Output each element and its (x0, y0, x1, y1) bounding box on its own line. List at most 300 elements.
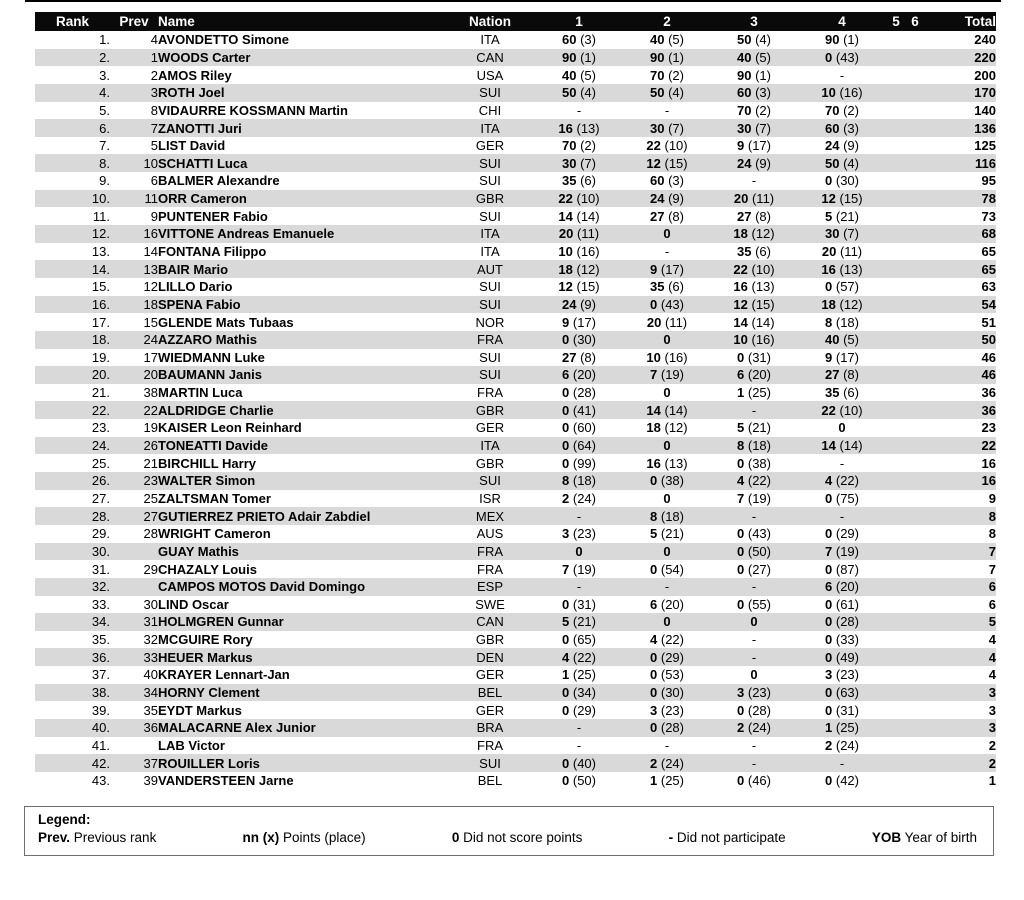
total-cell: 4 (988, 632, 996, 648)
points-cell-1: 0 (65) (562, 632, 596, 648)
table-row (35, 207, 996, 225)
points-cell-6 (905, 666, 925, 684)
nation-cell: ITA (480, 438, 500, 454)
header-cell-name: Name (158, 14, 195, 29)
prev-cell: 24 (143, 332, 158, 348)
total-cell: 9 (988, 490, 996, 506)
points-cell-2: 5 (21) (650, 526, 684, 542)
total-cell: 240 (974, 32, 996, 48)
nation-cell: GBR (475, 455, 505, 471)
rank-cell: 6. (99, 120, 110, 136)
legend-items-row (25, 827, 993, 845)
table-row (35, 596, 996, 614)
points-cell-2: 0 (663, 438, 671, 454)
points-cell-5 (887, 543, 905, 561)
total-cell: 51 (981, 314, 996, 330)
points-cell-5 (887, 366, 905, 384)
points-cell-3: 3 (23) (737, 685, 771, 701)
points-cell-6 (905, 401, 925, 419)
prev-cell: 40 (143, 667, 158, 683)
points-cell-6 (905, 437, 925, 455)
prev-cell: 14 (143, 244, 158, 259)
points-cell-2: 0 (38) (650, 473, 684, 489)
legend-term: nn (x) (242, 830, 280, 845)
points-cell-3: 7 (19) (737, 490, 771, 506)
prev-cell: 10 (143, 155, 158, 171)
points-cell-5 (887, 772, 905, 790)
name-cell: WOODS Carter (158, 49, 251, 65)
prev-cell: 21 (143, 455, 158, 471)
prev-cell: 11 (144, 191, 158, 207)
prev-cell: 12 (143, 279, 158, 295)
prev-cell (110, 578, 158, 596)
header-cell-prev: Prev (119, 14, 149, 29)
points-cell-2: 90 (1) (650, 49, 684, 65)
points-cell-5 (887, 648, 905, 666)
total-cell: 50 (981, 332, 996, 348)
table-row (35, 366, 996, 384)
points-cell-1: 3 (23) (562, 526, 596, 542)
points-cell-5 (887, 737, 905, 755)
total-cell: 136 (974, 120, 996, 136)
name-cell: AZZARO Mathis (158, 332, 257, 348)
prev-cell: 16 (143, 226, 158, 242)
total-cell: 16 (981, 473, 996, 489)
points-cell-6 (905, 84, 925, 102)
points-cell-1: 70 (2) (562, 138, 596, 154)
rank-cell: 14. (91, 261, 110, 277)
points-cell-6 (905, 349, 925, 367)
prev-cell: 26 (143, 438, 158, 454)
points-cell-5 (887, 384, 905, 402)
table-row (35, 331, 996, 349)
points-cell-2: 0 (663, 226, 671, 242)
nation-cell: SUI (479, 85, 501, 101)
header-cell-total: Total (964, 14, 996, 29)
points-cell-4: 20 (11) (821, 244, 863, 259)
points-cell-6 (905, 613, 925, 631)
rank-cell: 32. (91, 579, 110, 595)
prev-cell: 32 (143, 632, 158, 648)
points-cell-2: 0 (30) (650, 685, 684, 701)
points-cell-5 (887, 296, 905, 314)
points-cell-1: 8 (18) (562, 473, 596, 489)
rank-cell: 40. (91, 720, 110, 736)
name-cell: EYDT Markus (158, 702, 242, 718)
points-cell-2: 0 (29) (650, 649, 684, 665)
points-cell-2: 6 (20) (650, 596, 684, 612)
points-cell-5 (887, 701, 905, 719)
points-cell-4: - (839, 508, 845, 524)
nation-cell: CHI (478, 102, 502, 118)
points-cell-3: - (751, 402, 757, 418)
points-cell-4: 0 (838, 420, 846, 436)
name-cell: ZALTSMAN Tomer (158, 490, 271, 506)
points-cell-3: 0 (28) (737, 702, 771, 718)
rank-cell: 25. (91, 455, 110, 471)
total-cell: 3 (988, 702, 996, 718)
nation-cell: ITA (480, 32, 500, 48)
points-cell-5 (887, 190, 905, 208)
points-cell-1: 20 (11) (558, 226, 600, 242)
legend-desc: Did not participate (673, 830, 786, 845)
rank-cell: 12. (91, 226, 110, 242)
prev-cell: 5 (150, 138, 158, 154)
points-cell-4: 0 (75) (825, 490, 859, 506)
points-cell-6 (905, 137, 925, 155)
table-row (35, 666, 996, 684)
points-cell-3: - (751, 173, 757, 189)
points-cell-5 (887, 560, 905, 578)
points-cell-3: 16 (13) (733, 279, 775, 295)
points-cell-6 (905, 631, 925, 649)
rank-cell: 38. (91, 685, 110, 701)
points-cell-4: 12 (15) (821, 191, 863, 207)
points-cell-2: 0 (53) (650, 667, 684, 683)
points-cell-3: 6 (20) (737, 367, 771, 383)
nation-cell: DEN (476, 649, 504, 665)
points-cell-3: 18 (12) (733, 226, 775, 242)
points-cell-3: 5 (21) (737, 420, 771, 436)
nation-cell: SUI (479, 296, 501, 312)
prev-cell: 35 (143, 702, 158, 718)
points-cell-4: 27 (8) (825, 367, 859, 383)
table-row (35, 648, 996, 666)
total-cell: 68 (981, 226, 996, 242)
points-cell-6 (905, 243, 925, 261)
name-cell: PUNTENER Fabio (158, 208, 268, 224)
prev-cell: 31 (143, 614, 158, 630)
points-cell-4: 6 (20) (825, 579, 859, 595)
table-row (35, 631, 996, 649)
legend-desc: Points (place) (279, 830, 366, 845)
name-cell: WRIGHT Cameron (158, 526, 271, 542)
points-cell-5 (887, 225, 905, 243)
name-cell: LILLO Dario (158, 279, 233, 295)
points-cell-5 (887, 137, 905, 155)
nation-cell: SUI (479, 208, 501, 224)
header-cell-r3: 3 (750, 14, 758, 29)
total-cell: 16 (981, 455, 996, 471)
nation-cell: SUI (479, 349, 501, 365)
prev-cell: 30 (143, 596, 158, 612)
rank-cell: 39. (91, 702, 110, 718)
name-cell: ZANOTTI Juri (158, 120, 242, 136)
points-cell-4: 0 (30) (825, 173, 859, 189)
name-cell: AVONDETTO Simone (158, 32, 289, 48)
total-cell: 36 (981, 402, 996, 418)
total-cell: 46 (981, 367, 996, 383)
points-cell-1: 18 (12) (558, 261, 600, 277)
prev-cell: 4 (150, 32, 158, 48)
points-cell-1: 0 (50) (562, 773, 596, 789)
points-cell-4: 0 (61) (825, 596, 859, 612)
total-cell: 125 (974, 138, 996, 154)
name-cell: FONTANA Filippo (158, 244, 267, 259)
points-cell-3: 0 (38) (737, 455, 771, 471)
points-cell-6 (905, 31, 925, 49)
points-cell-1: 7 (19) (562, 561, 596, 577)
points-cell-2: 0 (663, 490, 671, 506)
nation-cell: SUI (479, 155, 501, 171)
table-row (35, 560, 996, 578)
points-cell-3: - (751, 737, 757, 753)
table-row (35, 190, 996, 208)
points-cell-2: 30 (7) (650, 120, 684, 136)
rank-cell: 3. (99, 67, 110, 83)
points-cell-1: 9 (17) (562, 314, 596, 330)
points-cell-2: 8 (18) (650, 508, 684, 524)
points-cell-2: 0 (43) (650, 296, 684, 312)
table-row (35, 260, 996, 278)
rank-cell: 10. (91, 191, 110, 207)
name-cell: SCHATTI Luca (158, 155, 248, 171)
table-row (35, 119, 996, 137)
points-cell-2: 40 (5) (650, 32, 684, 48)
name-cell: KRAYER Lennart-Jan (158, 667, 290, 683)
prev-cell: 19 (143, 420, 158, 436)
name-cell: LAB Victor (158, 737, 225, 753)
total-cell: 36 (981, 385, 996, 401)
nation-cell: SUI (479, 473, 501, 489)
points-cell-2: 2 (24) (650, 755, 684, 771)
name-cell: BAUMANN Janis (158, 367, 263, 383)
points-cell-6 (905, 507, 925, 525)
prev-cell: 37 (143, 755, 158, 771)
nation-cell: ITA (480, 244, 500, 259)
header-cell-r2: 2 (663, 14, 671, 29)
prev-cell (110, 543, 158, 561)
points-cell-5 (887, 172, 905, 190)
points-cell-4: 0 (28) (825, 614, 859, 630)
points-cell-5 (887, 260, 905, 278)
points-cell-5 (887, 349, 905, 367)
rank-cell: 13. (91, 244, 110, 259)
table-row (35, 172, 996, 190)
points-cell-4: 0 (63) (825, 685, 859, 701)
points-cell-5 (887, 613, 905, 631)
points-cell-5 (887, 119, 905, 137)
table-row (35, 578, 996, 596)
points-cell-4: - (839, 755, 845, 771)
header-cell-r6: 6 (911, 14, 919, 29)
table-row (35, 31, 996, 49)
points-cell-4: 30 (7) (825, 226, 859, 242)
points-cell-6 (905, 384, 925, 402)
points-cell-6 (905, 313, 925, 331)
points-cell-4: 0 (49) (825, 649, 859, 665)
prev-cell: 18 (143, 296, 158, 312)
legend-term: YOB (871, 830, 902, 845)
points-cell-2: 4 (22) (650, 632, 684, 648)
points-cell-3: 8 (18) (737, 438, 771, 454)
rank-cell: 8. (99, 155, 110, 171)
nation-cell: BEL (477, 685, 503, 701)
points-cell-4: 0 (57) (825, 279, 859, 295)
points-cell-5 (887, 243, 905, 261)
points-cell-1: 30 (7) (562, 155, 596, 171)
points-cell-2: - (664, 579, 670, 595)
nation-cell: SWE (475, 596, 505, 612)
name-cell: MCGUIRE Rory (158, 632, 253, 648)
name-cell: GUTIERREZ PRIETO Adair Zabdiel (158, 508, 371, 524)
legend-item-5 (872, 830, 977, 845)
points-cell-1: 50 (4) (562, 85, 596, 101)
total-cell: 5 (988, 614, 996, 630)
points-cell-5 (887, 31, 905, 49)
total-cell: 6 (988, 596, 996, 612)
points-cell-1: 10 (16) (558, 244, 600, 259)
legend-item-4 (669, 830, 786, 845)
rank-cell: 41. (91, 737, 110, 753)
legend-term: Prev. (38, 830, 71, 845)
points-cell-6 (905, 454, 925, 472)
rank-cell: 34. (91, 614, 110, 630)
points-cell-1: - (576, 720, 582, 736)
points-cell-4: 40 (5) (825, 332, 859, 348)
nation-cell: ITA (480, 120, 500, 136)
rank-cell: 4. (99, 85, 110, 101)
total-cell: 63 (981, 279, 996, 295)
name-cell: VIDAURRE KOSSMANN Martin (158, 102, 348, 118)
header-cell-nation: Nation (469, 14, 511, 29)
rank-cell: 2. (99, 49, 110, 65)
points-cell-6 (905, 172, 925, 190)
points-cell-5 (887, 666, 905, 684)
rank-cell: 23. (91, 420, 110, 436)
table-header-row (35, 12, 996, 31)
table-row (35, 719, 996, 737)
nation-cell: GBR (475, 402, 505, 418)
points-cell-5 (887, 454, 905, 472)
name-cell: CAMPOS MOTOS David Domingo (158, 579, 366, 595)
points-cell-6 (905, 225, 925, 243)
points-cell-1: 14 (14) (558, 208, 600, 224)
points-cell-5 (887, 84, 905, 102)
points-cell-5 (887, 102, 905, 120)
nation-cell: GER (475, 138, 505, 154)
nation-cell: ITA (480, 226, 500, 242)
points-cell-6 (905, 260, 925, 278)
nation-cell: BRA (476, 720, 504, 736)
points-cell-3: - (751, 649, 757, 665)
rank-cell: 29. (91, 526, 110, 542)
points-cell-4: 60 (3) (825, 120, 859, 136)
rank-cell: 30. (91, 543, 110, 559)
nation-cell: FRA (477, 561, 503, 577)
total-cell: 2 (988, 737, 996, 753)
points-cell-3: 0 (750, 667, 758, 683)
total-cell: 23 (981, 420, 996, 436)
rank-cell: 11. (92, 208, 110, 224)
header-cell-r1: 1 (575, 14, 583, 29)
name-cell: VITTONE Andreas Emanuele (158, 226, 335, 242)
points-cell-3: 70 (2) (737, 102, 771, 118)
points-cell-3: 27 (8) (737, 208, 771, 224)
prev-cell: 36 (143, 720, 158, 736)
points-cell-4: 7 (19) (825, 543, 859, 559)
points-cell-4: 0 (43) (825, 49, 859, 65)
name-cell: AMOS Riley (158, 67, 232, 83)
rank-cell: 7. (99, 138, 110, 154)
nation-cell: GER (475, 702, 505, 718)
legend-desc: Did not score points (459, 830, 583, 845)
points-cell-5 (887, 684, 905, 702)
points-cell-2: 22 (10) (646, 138, 688, 154)
total-cell: 1 (988, 773, 996, 789)
points-cell-2: 10 (16) (646, 349, 688, 365)
results-table (35, 12, 996, 790)
nation-cell: SUI (479, 279, 501, 295)
nation-cell: SUI (479, 173, 501, 189)
points-cell-1: 0 (99) (562, 455, 596, 471)
points-cell-1: 40 (5) (562, 67, 596, 83)
name-cell: HEUER Markus (158, 649, 253, 665)
points-cell-1: 5 (21) (562, 614, 596, 630)
prev-cell: 28 (143, 526, 158, 542)
points-cell-6 (905, 701, 925, 719)
table-row (35, 154, 996, 172)
rank-cell: 42. (91, 755, 110, 771)
points-cell-1: 0 (575, 543, 583, 559)
points-cell-5 (887, 507, 905, 525)
total-cell: 46 (981, 349, 996, 365)
nation-cell: MEX (475, 508, 505, 524)
points-cell-6 (905, 278, 925, 296)
points-cell-3: 20 (11) (733, 191, 775, 207)
name-cell: BALMER Alexandre (158, 173, 280, 189)
points-cell-4: 50 (4) (825, 155, 859, 171)
total-cell: 6 (988, 579, 996, 595)
points-cell-1: 0 (40) (562, 755, 596, 771)
points-cell-5 (887, 66, 905, 84)
points-cell-6 (905, 490, 925, 508)
name-cell: BAIR Mario (158, 261, 229, 277)
points-cell-1: 0 (29) (562, 702, 596, 718)
name-cell: ORR Cameron (158, 191, 247, 207)
table-row (35, 454, 996, 472)
prev-cell: 9 (150, 208, 158, 224)
legend-item-1 (38, 830, 156, 845)
points-cell-2: - (664, 244, 670, 259)
points-cell-5 (887, 578, 905, 596)
rank-cell: 20. (91, 367, 110, 383)
points-cell-4: 5 (21) (825, 208, 859, 224)
points-cell-2: 18 (12) (646, 420, 688, 436)
points-cell-1: 0 (30) (562, 332, 596, 348)
table-row (35, 349, 996, 367)
points-cell-4: - (839, 455, 845, 471)
prev-cell: 1 (150, 49, 158, 65)
points-cell-3: 0 (750, 614, 758, 630)
total-cell: 8 (988, 508, 996, 524)
rank-cell: 19. (91, 349, 110, 365)
name-cell: HOLMGREN Gunnar (158, 614, 284, 630)
points-cell-4: 0 (33) (825, 632, 859, 648)
rank-cell: 43. (91, 773, 110, 789)
total-cell: 73 (981, 208, 996, 224)
prev-cell (110, 737, 158, 755)
points-cell-6 (905, 772, 925, 790)
points-cell-3: 30 (7) (737, 120, 771, 136)
prev-cell: 33 (143, 649, 158, 665)
table-row (35, 243, 996, 261)
rank-cell: 37. (91, 667, 110, 683)
points-cell-1: 22 (10) (558, 191, 600, 207)
points-cell-5 (887, 313, 905, 331)
points-cell-1: 4 (22) (562, 649, 596, 665)
nation-cell: FRA (477, 737, 503, 753)
